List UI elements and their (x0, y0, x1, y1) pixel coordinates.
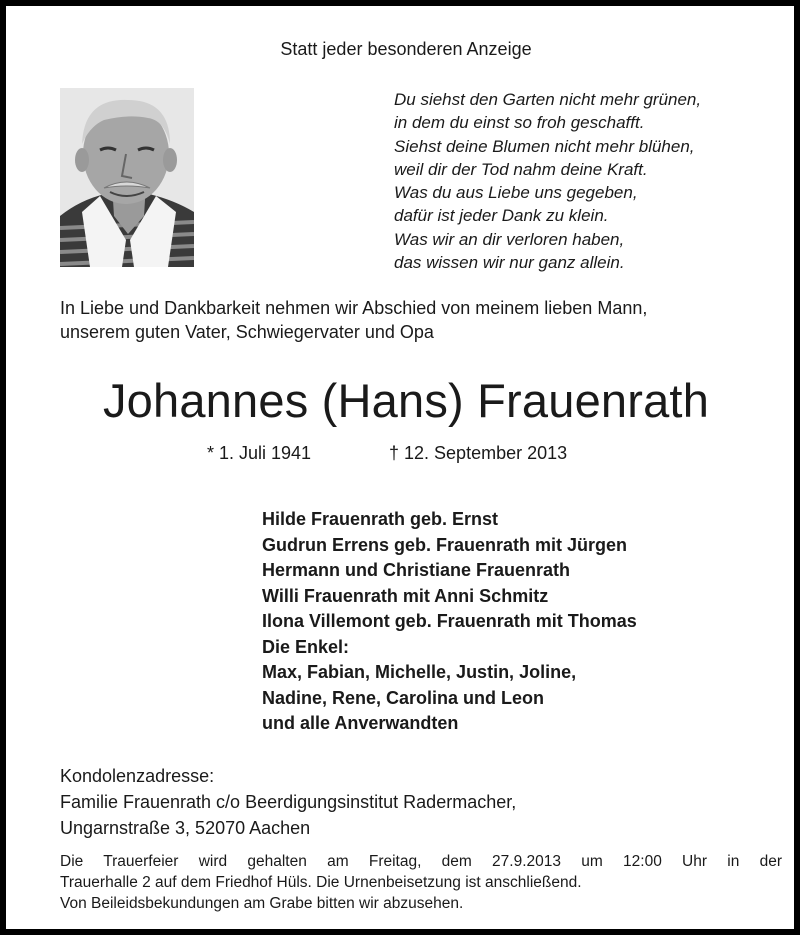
poem-line: Du siehst den Garten nicht mehr grünen, (394, 90, 702, 109)
family-line: Willi Frauenrath mit Anni Schmitz (262, 585, 549, 606)
family-line: Gudrun Errens geb. Frauenrath mit Jürgen (262, 534, 628, 555)
intro-line: unserem guten Vater, Schwiegervater und Opa (60, 322, 434, 342)
family-line: Die Enkel: (262, 636, 350, 657)
poem-line: Was du aus Liebe uns gegeben, (394, 183, 638, 203)
family-line: Ilona Villemont geb. Frauenrath mit Thomas (262, 611, 637, 631)
family-list (262, 507, 782, 737)
family-line: und alle Anverwandten (262, 713, 459, 733)
poem-line: Siehst deine Blumen nicht mehr blühen, (394, 136, 695, 156)
family-line: Hermann und Christiane Frauenrath (262, 560, 571, 580)
funeral-info (60, 851, 782, 914)
condolence-line: Familie Frauenrath c/o Beerdigungsinstitut Radermacher, (60, 792, 517, 812)
intro-text (60, 296, 790, 344)
family-line: Hilde Frauenrath geb. Ernst (262, 509, 499, 529)
condolence-address (60, 763, 780, 841)
poem-line: Was wir an dir verloren haben, (394, 229, 625, 249)
family-line: Nadine, Rene, Carolina und Leon (262, 687, 545, 708)
notice-header: Statt jeder besonderen Anzeige (280, 39, 532, 59)
funeral-line: Von Beileidsbekundungen am Grabe bitten wir abzusehen. (60, 895, 464, 912)
death-date: † 12. September 2013 (389, 443, 568, 463)
poem-line: das wissen wir nur ganz allein. (394, 253, 625, 273)
deceased-name: Johannes (Hans) Frauenrath (102, 374, 710, 427)
family-line: Max, Fabian, Michelle, Justin, Joline, (262, 662, 577, 682)
poem-line: in dem du einst so froh geschafft. (394, 113, 645, 133)
portrait-photo (60, 88, 194, 267)
condolence-line: Ungarnstraße 3, 52070 Aachen (60, 818, 311, 838)
funeral-line: Die Trauerfeier wird gehalten am Freitag, dem 27.9.2013 um 12:00 Uhr in der (60, 853, 782, 870)
intro-line: In Liebe und Dankbarkeit nehmen wir Abschied von meinem lieben Mann, (60, 298, 648, 318)
poem-line: weil dir der Tod nahm deine Kraft. (394, 159, 648, 179)
funeral-line: Trauerhalle 2 auf dem Friedhof Hüls. Die Urnenbeisetzung ist anschließend. (60, 874, 582, 891)
poem (394, 88, 784, 274)
portrait-icon (60, 88, 194, 267)
birth-date: * 1. Juli 1941 (207, 443, 312, 463)
condolence-line: Kondolenzadresse: (60, 766, 215, 786)
poem-line: dafür ist jeder Dank zu klein. (394, 206, 609, 226)
